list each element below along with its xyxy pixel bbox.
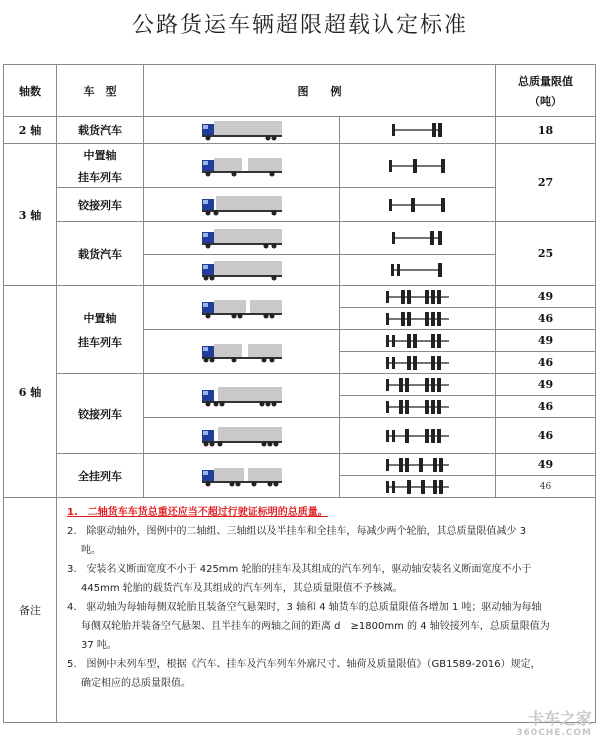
axle-diagram [340, 476, 496, 498]
note-5a: 5. 图例中未列车型，根据《汽车、挂车及汽车列车外廓尺寸、轴荷及质量限值》（GB1589-2016）规定， [67, 659, 541, 670]
articulated-truck-icon [200, 194, 284, 216]
type-2axle-truck: 载货汽车 [57, 117, 144, 144]
limit-2axle: 18 [496, 117, 596, 144]
note-1-text: 1. 二轴货车车货总重还应当不超过行驶证标明的总质量。 [67, 507, 328, 518]
watermark [516, 709, 592, 740]
header-type: 车 型 [57, 65, 144, 117]
axle-diagram [340, 286, 496, 308]
header-limit-line1: 总质量限值 [518, 74, 573, 88]
row-6axle-8 [4, 454, 596, 476]
truck-image [144, 255, 340, 286]
axle-diagram-icon [385, 196, 451, 214]
header-row [4, 65, 596, 117]
truck-image [144, 117, 340, 144]
articulated-truck-icon [200, 425, 284, 447]
type-6axle-articulated: 铰接列车 [57, 374, 144, 454]
standards-table [3, 64, 596, 723]
note-2a: 2. 除驱动轴外，图例中的二轴组、三轴组以及半挂车和全挂车，每减少两个轮胎，其总质量限值减少 3 [67, 526, 527, 537]
limit-6axle-1: 49 [496, 286, 596, 308]
truck-image [144, 330, 340, 374]
axles-2: 2 轴 [4, 117, 57, 144]
axle-diagram [340, 308, 496, 330]
axle-diagram [340, 255, 496, 286]
page-title: 公路货运车辆超限超载认定标准 [131, 13, 468, 38]
limit-6axle-6: 46 [496, 396, 596, 418]
axle-diagram-icon [383, 377, 453, 393]
axle-diagram-icon [383, 399, 453, 415]
header-limit [496, 65, 596, 117]
rigid-truck-icon [200, 119, 284, 141]
watermark-domain: 360CHE.COM [516, 728, 592, 738]
axle-diagram [340, 144, 496, 188]
trailer-train-icon [200, 297, 284, 319]
rigid-truck-icon [200, 259, 284, 281]
axle-diagram [340, 418, 496, 454]
axle-diagram-icon [388, 229, 448, 247]
type-3axle-center-line1: 中置轴 [83, 148, 117, 162]
type-6axle-center-line1: 中置轴 [83, 311, 117, 325]
truck-image [144, 418, 340, 454]
type-3axle-truck: 载货汽车 [57, 222, 144, 286]
row-3axle-a [4, 144, 596, 188]
note-4c: 37 吨。 [81, 640, 117, 651]
axle-diagram [340, 454, 496, 476]
row-6axle-5 [4, 374, 596, 396]
axles-3: 3 轴 [4, 144, 57, 286]
type-6axle-center-line2: 挂车列车 [78, 335, 122, 349]
type-3axle-center-line2: 挂车列车 [78, 170, 122, 184]
rigid-truck-icon [200, 227, 284, 249]
type-3axle-articulated: 铰接列车 [57, 188, 144, 222]
limit-6axle-9: 46 [496, 476, 596, 498]
axle-diagram-icon [383, 333, 453, 349]
axle-diagram-icon [383, 311, 453, 327]
limit-6axle-3: 49 [496, 330, 596, 352]
limit-6axle-5: 49 [496, 374, 596, 396]
note-1 [67, 503, 591, 522]
axle-diagram-icon [383, 428, 453, 444]
articulated-truck-icon [200, 385, 284, 407]
truck-image [144, 222, 340, 255]
truck-image [144, 188, 340, 222]
header-diagram: 图 例 [144, 65, 496, 117]
row-3axle-c1 [4, 222, 596, 255]
note-2b: 吨。 [81, 545, 101, 556]
axle-diagram-icon [383, 479, 453, 495]
axles-6: 6 轴 [4, 286, 57, 498]
notes-content [57, 498, 596, 723]
truck-image [144, 374, 340, 418]
row-2axle [4, 117, 596, 144]
header-axles: 轴数 [4, 65, 57, 117]
axle-diagram [340, 117, 496, 144]
limit-3axle-ab: 27 [496, 144, 596, 222]
axle-diagram [340, 330, 496, 352]
axle-diagram [340, 396, 496, 418]
truck-image [144, 286, 340, 330]
trailer-train-icon [200, 155, 284, 177]
note-4b: 每侧双轮胎并装备空气悬架、且半挂车的两轴之间的距离 d ≥1800mm 的 4 轴铰接列车，总质量限值为 [81, 621, 550, 632]
notes-label: 备注 [4, 498, 57, 723]
row-6axle-1 [4, 286, 596, 308]
limit-3axle-c: 25 [496, 222, 596, 286]
note-4a: 4. 驱动轴为每轴每侧双轮胎且装备空气悬架时，3 轴和 4 轴货车的总质量限值各增加 1 吨；驱动轴为每轴 [67, 602, 542, 613]
watermark-logo-text: 卡车之家 [527, 709, 592, 728]
full-trailer-train-icon [200, 465, 284, 487]
axle-diagram-icon [388, 121, 448, 139]
axle-diagram-icon [383, 289, 453, 305]
axle-diagram [340, 352, 496, 374]
trailer-train-icon [200, 341, 284, 363]
limit-6axle-2: 46 [496, 308, 596, 330]
notes-row [4, 498, 596, 723]
axle-diagram [340, 374, 496, 396]
axle-diagram [340, 188, 496, 222]
axle-diagram-icon [383, 355, 453, 371]
axle-diagram [340, 222, 496, 255]
note-3b: 445mm 轮胎的载货汽车及其组成的汽车列车，其总质量限值不予核减。 [81, 583, 403, 594]
truck-image [144, 454, 340, 498]
truck-image [144, 144, 340, 188]
limit-6axle-7: 46 [496, 418, 596, 454]
type-6axle-full-trailer: 全挂列车 [57, 454, 144, 498]
note-3a: 3. 安装名义断面宽度不小于 425mm 轮胎的挂车及其组成的汽车列车，驱动轴安装名义断面宽度不小于 [67, 564, 532, 575]
axle-diagram-icon [388, 261, 448, 279]
type-6axle-center-trailer [57, 286, 144, 374]
header-limit-line2: （吨） [529, 94, 562, 108]
limit-6axle-4: 46 [496, 352, 596, 374]
axle-diagram-icon [385, 157, 451, 175]
axle-diagram-icon [383, 457, 453, 473]
type-3axle-center-trailer [57, 144, 144, 188]
limit-6axle-8: 49 [496, 454, 596, 476]
note-5b: 确定相应的总质量限值。 [81, 678, 191, 689]
